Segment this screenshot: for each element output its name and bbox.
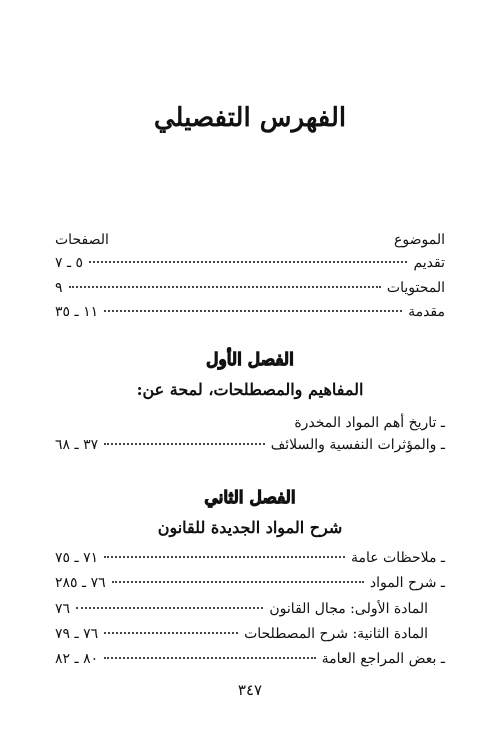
dot-leader	[104, 556, 345, 558]
toc-entry-notes[interactable]	[55, 550, 445, 566]
entry-label: ـ ملاحظات عامة	[350, 550, 445, 566]
toc-entry-article-1[interactable]	[55, 601, 428, 617]
dot-leader	[104, 310, 402, 312]
entry-label: ـ شرح المواد	[369, 575, 445, 591]
dot-leader	[104, 443, 265, 445]
dot-leader	[76, 607, 263, 609]
entry-label: تقديم	[413, 255, 445, 271]
chapter-2-title: شرح المواد الجديدة للقانون	[157, 518, 343, 537]
dot-leader	[112, 581, 364, 583]
entry-label: المادة الأولى: مجال القانون	[269, 601, 428, 617]
entry-label: المادة الثانية: شرح المصطلحات	[244, 626, 428, 642]
entry-pages: ٧٦	[55, 601, 71, 617]
toc-entry-history[interactable]	[55, 415, 445, 431]
toc-entry-references[interactable]	[55, 651, 445, 667]
chapter-1-title: المفاهيم والمصطلحات، لمحة عن:	[136, 380, 364, 399]
pages-header: الصفحات	[55, 232, 109, 248]
chapter-2-name: الفصل الثاني	[204, 488, 296, 508]
entry-label: ـ تاريخ أهم المواد المخدرة	[294, 415, 445, 431]
toc-entry-articles[interactable]	[55, 575, 445, 591]
topic-header: الموضوع	[394, 232, 445, 248]
entry-pages: ٥ ـ ٧	[55, 255, 84, 271]
entry-pages: ١١ ـ ٣٥	[55, 304, 99, 320]
entry-label: المحتويات	[386, 280, 445, 296]
toc-entry-contents[interactable]	[55, 280, 445, 296]
entry-pages: ٧٦ ـ ٢٨٥	[55, 575, 106, 591]
toc-header	[55, 232, 445, 248]
entry-label: ـ والمؤثرات النفسية والسلائف	[270, 437, 445, 453]
page-number: ٣٤٧	[237, 681, 263, 699]
entry-pages: ٩	[55, 280, 63, 296]
toc-entry-article-2[interactable]	[55, 626, 428, 642]
chapter-1-name: الفصل الأول	[206, 350, 294, 370]
entry-pages: ٨٠ ـ ٨٢	[55, 651, 99, 667]
entry-label: مقدمة	[408, 304, 445, 320]
dot-leader	[89, 261, 407, 263]
toc-entry-preface[interactable]	[55, 304, 445, 320]
dot-leader	[69, 286, 381, 288]
entry-pages: ٧١ ـ ٧٥	[55, 550, 99, 566]
page-title: الفهرس التفصيلي	[153, 103, 347, 133]
toc-entry-intro[interactable]	[55, 255, 445, 271]
dot-leader	[104, 632, 238, 634]
entry-pages: ٣٧ ـ ٦٨	[55, 437, 99, 453]
entry-label: ـ بعض المراجع العامة	[321, 651, 445, 667]
entry-pages: ٧٦ ـ ٧٩	[55, 626, 99, 642]
dot-leader	[104, 657, 315, 659]
toc-entry-psychotropics[interactable]	[55, 437, 445, 453]
